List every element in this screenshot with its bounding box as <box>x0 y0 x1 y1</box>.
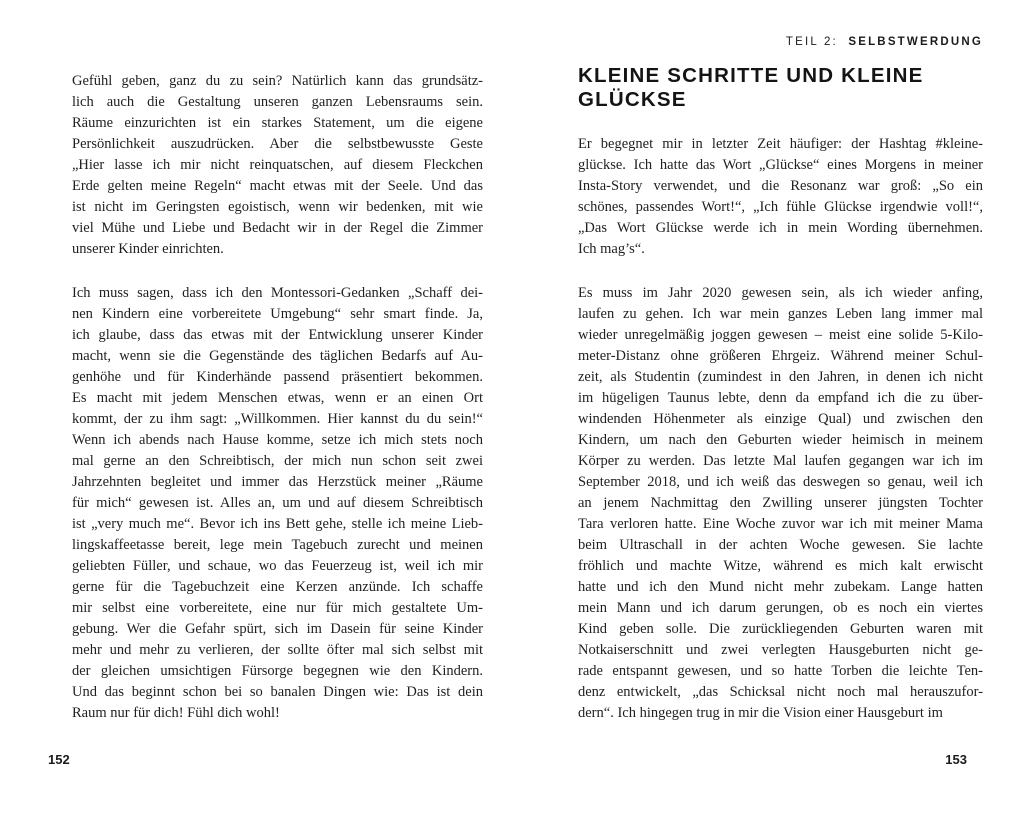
text-line: wieder unregelmäßig joggen gewesen – meist eine solide 5-Kilo- <box>578 327 983 343</box>
running-header-part-label: TEIL 2: <box>785 36 838 48</box>
text-line: Insta-Story verwendet, und die Resonanz war groß: „So ein <box>578 178 983 194</box>
text-line: unserer Kinder einrichten. <box>72 241 224 257</box>
text-line: fröhlich und machte Witze, während es mich kalt erwischt <box>578 558 983 574</box>
text-line: September 2018, und ich weiß das deswegen so genau, weil ich <box>578 474 983 490</box>
text-line: Ich muss sagen, dass ich den Montessori-Gedanken „Schaff dei- <box>72 285 483 301</box>
text-line: rade entspannt gewesen, und so hatte Torben die leichte Ten- <box>578 663 983 679</box>
text-line: Gefühl geben, ganz du zu sein? Natürlich kann das grundsätz- <box>72 73 483 89</box>
text-line: viel Mühe und Liebe und Bedacht wir in der Regel die Zimmer <box>72 220 483 236</box>
text-line: KLEINE SCHRITTE UND KLEINE <box>578 64 924 87</box>
text-line: Kind geben solle. Die zurückliegenden Geburten waren mit <box>578 621 983 637</box>
text-line: lingskaffeetasse bereit, lege mein Tagebuch zurecht und meinen <box>72 537 483 553</box>
text-line: Wenn ich abends nach Hause komme, setze ich mich stets noch <box>72 432 483 448</box>
running-header <box>786 36 983 48</box>
text-line: ich glaube, dass das etwas mit der Entwicklung unserer Kinder <box>72 327 483 343</box>
text-line: Jahrzehnten begleitet und immer das Herzstück meiner „Räume <box>72 474 483 490</box>
text-line: Es muss im Jahr 2020 gewesen sein, als ich wieder anfing, <box>578 285 983 301</box>
text-line: windenden Höhenmeter als einzige Qual) und zwischen den <box>578 411 983 427</box>
text-line: meter-Distanz ohne größeren Ehrgeiz. Während meiner Schul- <box>578 348 983 364</box>
text-line: Persönlichkeit auszudrücken. Aber die selbstbewusste Geste <box>72 136 483 152</box>
text-line: kommt, der zu ihm sagt: „Willkommen. Hier kannst du du sein!“ <box>72 411 483 427</box>
text-line: Körper zu werden. Das letzte Mal laufen gegangen war ich im <box>578 453 983 469</box>
text-line: denz entwickelt, „das Schicksal nicht noch mal herauszufor- <box>578 684 983 700</box>
page-number-right: 153 <box>945 752 967 767</box>
text-line: nen Kindern eine vorbereitete Umgebung“ sehr smart finde. Ja, <box>72 306 483 322</box>
text-line: dern“. Ich hingegen trug in mir die Vision einer Hausgeburt im <box>578 705 943 721</box>
text-line: Notkaiserschnitt und zwei verlegten Hausgeburten nicht ge- <box>578 642 983 658</box>
text-line: mir selbst eine vorbereitete, eine nur für mich gestaltete Um- <box>72 600 483 616</box>
text-line: genhöhe und für Kinderhände passend präsentiert bekommen. <box>72 369 483 385</box>
text-line: ist „very much me“. Bevor ich ins Bett gehe, stelle ich meine Lieb- <box>72 516 483 532</box>
text-line: Ich mag’s“. <box>578 241 645 257</box>
chapter-title <box>578 64 990 112</box>
text-line: für mich“ gewesen ist. Alles an, um und auf diesem Schreibtisch <box>72 495 483 511</box>
right-page-body <box>578 134 983 724</box>
text-line: schönes, passendes Wort!“, „Ich fühle Glückse irgendwie voll!“, <box>578 199 983 215</box>
text-line: zeit, als Studentin (zumindest in den Jahren, in denen ich nicht <box>578 369 983 385</box>
text-line: gebung. Wer die Gefahr spürt, sich im Dasein für seine Kinder <box>72 621 483 637</box>
text-line: macht, wenn sie die Gegenstände des täglichen Bedarfs auf Au- <box>72 348 483 364</box>
text-line: GLÜCKSE <box>578 88 687 111</box>
text-line: geliebten Füller, und schaue, wo das Feuerzeug ist, weil ich mir <box>72 558 483 574</box>
text-line: Kindern, um nach den Geburten wieder heimisch in meinem <box>578 432 983 448</box>
text-line: Und das beginnt schon bei so banalen Dingen wie: Das ist dein <box>72 684 483 700</box>
text-line: Räume einzurichten ist ein starkes Statement, um die eigene <box>72 115 483 131</box>
text-line: „Hier lasse ich mir nicht reinquatschen, auf diesem Fleckchen <box>72 157 483 173</box>
text-line: „Das Wort Glückse werde ich in mein Wording übernehmen. <box>578 220 983 236</box>
text-line: Erde gelten meine Regeln“ macht etwas mit der Seele. Und das <box>72 178 483 194</box>
text-line: mein Mann und ich darum gerungen, ob es noch ein viertes <box>578 600 983 616</box>
paragraph <box>578 283 983 724</box>
text-line: Raum nur für dich! Fühl dich wohl! <box>72 705 280 721</box>
paragraph <box>578 134 983 260</box>
text-line: laufen zu gehen. Ich war mein ganzes Leben lang immer mal <box>578 306 983 322</box>
text-line: der gleichen umsichtigen Fürsorge begegnen wie den Kindern. <box>72 663 483 679</box>
text-line: Es macht mit jedem Menschen etwas, wenn er an einen Ort <box>72 390 483 406</box>
running-header-chapter-label: SELBSTWERDUNG <box>848 36 983 48</box>
text-line: mal gerne an den Schreibtisch, der mich nun schon seit zwei <box>72 453 483 469</box>
text-line: gerne für die Tagebuchzeit eine Kerzen anzünde. Ich schaffe <box>72 579 483 595</box>
text-line: Tara verloren hatte. Eine Woche zuvor war ich mit meiner Mama <box>578 516 983 532</box>
text-line: an jenem Nachmittag den Zwilling unserer jüngsten Tochter <box>578 495 983 511</box>
page-number-left: 152 <box>48 752 70 767</box>
text-line: mehr und mehr zu verlieren, der sollte öfter mal sich selbst mit <box>72 642 483 658</box>
text-line: hatte und ich den Mund nicht mehr zubekam. Lange hatten <box>578 579 983 595</box>
text-line: beim Ultraschall in der achten Woche gewesen. Sie lachte <box>578 537 983 553</box>
text-line: im hügeligen Taunus lebte, denn da empfand ich die zu über- <box>578 390 983 406</box>
text-line: lich auch die Gestaltung unseren ganzen Lebensraums sein. <box>72 94 483 110</box>
text-line: glückse. Ich hatte das Wort „Glückse“ eines Morgens in meiner <box>578 157 983 173</box>
text-line: ist nicht im Geringsten egoistisch, wenn wir bedenken, mit wie <box>72 199 483 215</box>
text-line: Er begegnet mir in letzter Zeit häufiger: der Hashtag #kleine- <box>578 136 983 152</box>
